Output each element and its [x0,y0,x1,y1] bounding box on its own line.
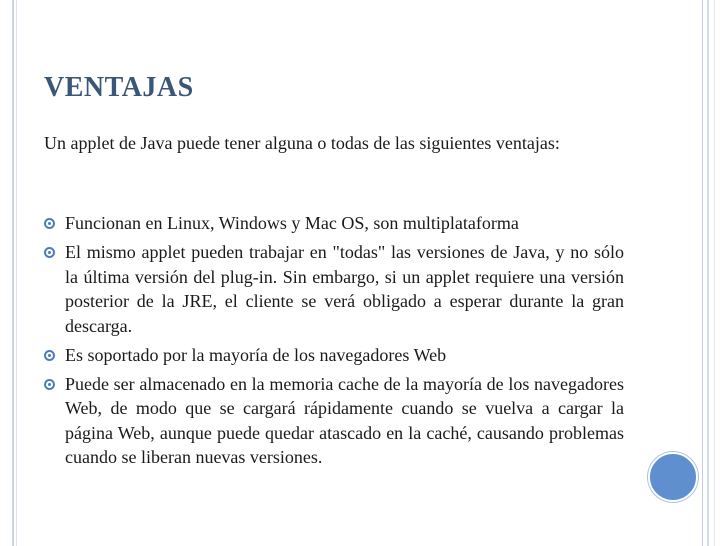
list-item-text: El mismo applet pueden trabajar en "todas" las versiones de Java, y no sólo la última versión del plug-in. Sin embargo, si un applet requiere una versión posterior de la JRE, el cliente se verá obligado a esperar durante la gran descarga. [65,242,624,336]
bullet-circle-icon [44,218,55,229]
list-item-text: Es soportado por la mayoría de los navegadores Web [65,344,447,365]
list-item [44,240,624,338]
list-item [44,343,624,368]
intro-paragraph: Un applet de Java puede tener alguna o todas de las siguientes ventajas: [44,133,560,153]
decorative-circle [648,452,698,502]
bullet-circle-icon [44,247,55,258]
bullet-circle-icon [44,350,55,361]
bullet-circle-icon [44,379,55,390]
list-item-text: Funcionan en Linux, Windows y Mac OS, son multiplataforma [65,213,519,233]
slide-title: VENTAJAS [44,72,194,103]
right-border-line-middle [707,0,709,546]
left-border-line [12,0,14,546]
list-item [44,372,624,470]
right-border-line-outer [714,0,715,546]
bullet-list [44,211,624,474]
list-item [44,211,624,236]
left-border-line-inner [16,0,17,546]
list-item-text: Puede ser almacenado en la memoria cache de la mayoría de los navegadores Web, de modo que se cargará rápidamente cuando se vuelva a cargar la página Web, aunque puede quedar atascado en la caché, causando problemas cuando se liberan nuevas versiones. [65,373,624,467]
right-border-line [702,0,703,546]
